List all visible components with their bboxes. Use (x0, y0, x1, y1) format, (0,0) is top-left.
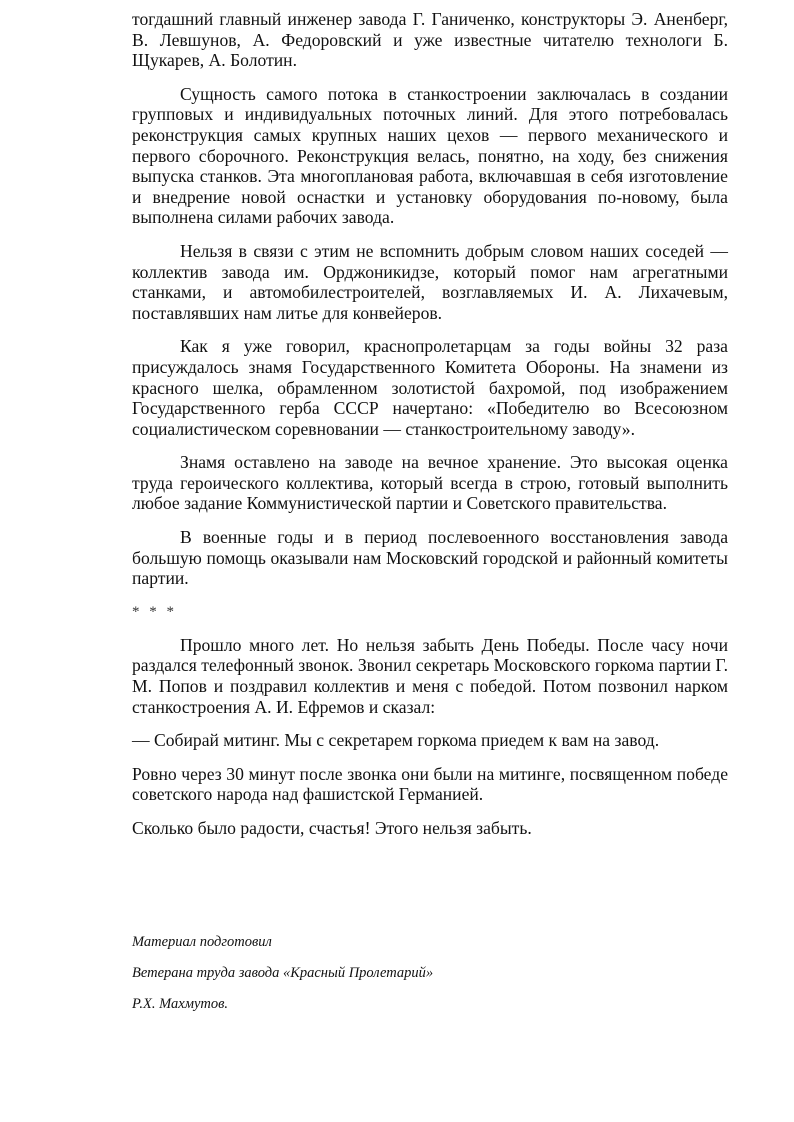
paragraph-1: тогдашний главный инженер завода Г. Ганиченко, конструкторы Э. Аненберг, В. Левшунов, А. Федоровский и уже известные читателю технологи Б. Щукарев, А. Болотин. (132, 9, 728, 71)
paragraph-9: Ровно через 30 минут после звонка они были на митинге, посвященном победе советского народа над фашистской Германией. (132, 763, 728, 805)
paragraph-2: Сущность самого потока в станкостроении заключалась в создании групповых и индивидуальных поточных линий. Для этого потребовалась реконструкция самых крупных наших цехов — первого механического и первого сборочного. Реконструкция велась, понятно, на ходу, без снижения выпуска станков. Эта многоплановая работа, включавшая в себя изготовление и внедрение новой оснастки и установку оборудования по-новому, была выполнена силами рабочих завода. (132, 83, 728, 228)
paragraph-3: Нельзя в связи с этим не вспомнить добрым словом наших соседей — коллектив завода им. Орджоникидзе, который помог нам агрегатными станками, и автомобилестроителей, возглавляемых И. А. Лихачевым, поставлявших нам литье для конвейеров. (132, 240, 728, 323)
document-page (132, 9, 728, 852)
signature-line-author: Р.Х. Махмутов. (132, 996, 229, 1012)
paragraph-4: Как я уже говорил, краснопролетарцам за годы войны 32 раза присуждалось знамя Государственного Комитета Обороны. На знамени из красного шелка, обрамленном золотистой бахромой, под изображением Государственного герба СССР начертано: «Победителю во Всесоюзном социалистическом соревновании — станкостроительному заводу». (132, 336, 728, 439)
paragraph-8: — Собирай митинг. Мы с секретарем горкома приедем к вам на завод. (132, 730, 660, 751)
section-separator: * * * (132, 603, 177, 620)
signature-block (132, 933, 692, 1026)
signature-line-prepared: Материал подготовил (132, 934, 272, 950)
paragraph-7: Прошло много лет. Но нельзя забыть День Победы. После часу ночи раздался телефонный звонок. Звонил секретарь Московского горкома партии Г. М. Попов и поздравил коллектив и меня с победой. Потом позвонил нарком станкостроения А. И. Ефремов и сказал: (132, 634, 728, 717)
signature-line-title: Ветерана труда завода «Красный Пролетарий» (132, 965, 434, 981)
paragraph-5: Знамя оставлено на заводе на вечное хранение. Это высокая оценка труда героического коллектива, который всегда в строю, готовый выполнить любое задание Коммунистической партии и Советского правительства. (132, 452, 728, 514)
paragraph-6: В военные годы и в период послевоенного восстановления завода большую помощь оказывали нам Московский городской и районный комитеты партии. (132, 527, 728, 589)
paragraph-10: Сколько было радости, счастья! Этого нельзя забыть. (132, 818, 532, 838)
